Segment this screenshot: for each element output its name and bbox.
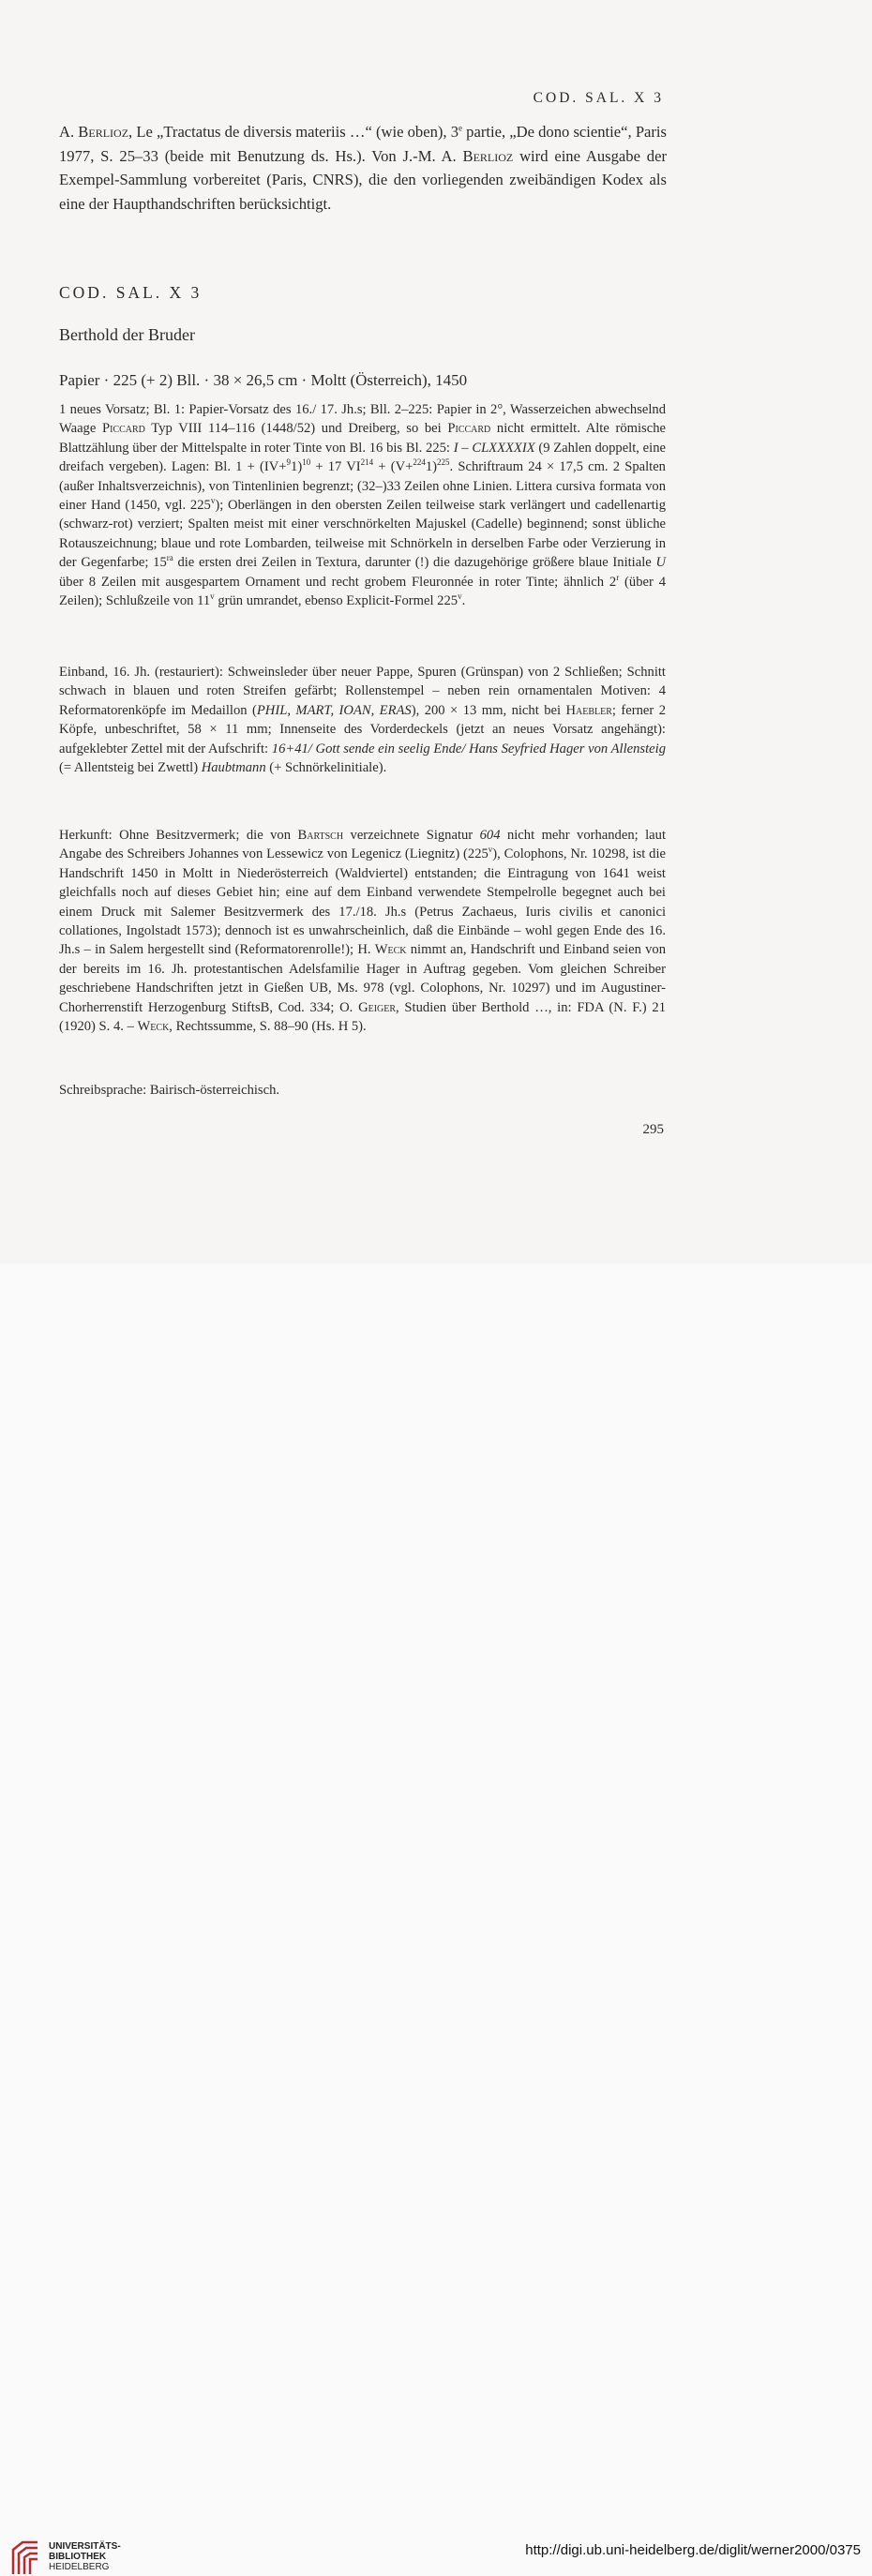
reference-name: Piccard <box>102 421 145 437</box>
text-segment: + (V+ <box>373 459 413 475</box>
author-name: Berlioz <box>78 123 129 141</box>
permalink-url[interactable]: http://digi.ub.uni-heidelberg.de/diglit/werner2000/0375 <box>525 2542 861 2558</box>
page-number: 295 <box>642 1122 664 1137</box>
italic-text: PHIL, MART, IOAN, ERAS <box>256 702 412 718</box>
text-segment: , Le „Tractatus de diversis materiis …“ (wie oben), 3 <box>128 123 459 141</box>
physical-description-paragraph <box>59 400 666 610</box>
library-name-line: BIBLIOTHEK <box>49 2552 107 2562</box>
text-segment: A. <box>59 123 79 141</box>
text-segment: Herkunft: Ohne Besitzvermerk; die von <box>59 828 298 843</box>
reference-name: Bartsch <box>297 828 344 843</box>
text-segment: Typ VIII 114–116 (1448/52) und Dreiberg, so bei <box>144 421 448 437</box>
italic-text: Haubtmann <box>201 760 266 776</box>
text-segment: + 17 VI <box>310 459 361 475</box>
text-segment: nicht ermittelt. Alte römische Blattzählung über der Mittelspalte in roter Tinte von Bl. 16 bis Bl. 225: <box>59 421 666 456</box>
library-name-line: HEIDELBERG <box>49 2562 110 2572</box>
text-segment: die ersten drei Zeilen in Textura, darunter (!) die dazugehörige größere blaue Initiale <box>173 555 656 571</box>
author-name: Berlioz <box>462 146 514 165</box>
text-segment: grün umrandet, ebenso Explicit-Formel 225 <box>214 593 459 609</box>
reference-name: Haebler <box>565 702 612 718</box>
superscript: ra <box>166 553 173 563</box>
library-logo-icon[interactable] <box>9 2539 41 2576</box>
provenance-paragraph <box>59 826 666 1036</box>
text-segment: nimmt an, Handschrift und Einband seien von der bereits im 16. Jh. protestantischen Adelsfamilie Hager in Auftrag gegeben. Vom gleichen Schreiber geschriebene Handschriften jetzt in Gießen UB, Ms. 978 (vgl. Colophons, Nr. 10297) und im Augustiner-Chorherrenstift Herzogenburg StiftsB, Cod. 334; O. <box>59 942 666 1015</box>
library-name-line: UNIVERSITÄTS- <box>49 2541 121 2552</box>
superscript: 10 <box>302 457 311 468</box>
reference-name: Weck <box>137 1019 170 1035</box>
intro-paragraph <box>59 120 667 216</box>
text-segment: partie, „De dono scientie“, Paris 1977, S. 25–33 (beide mit Benutzung ds. Hs.). Von J.-M. A. <box>59 123 668 165</box>
language-paragraph: Schreibsprache: Bairisch-österreichisch. <box>59 1083 280 1098</box>
text-segment: ; ferner 2 Köpfe, unbeschriftet, 58 × 11 mm; Innenseite des Vorderdeckels (jetzt an neues Vorsatz angehängt): aufgeklebter Zettel mit der Aufschrift: <box>59 702 667 756</box>
superscript: v <box>488 845 493 855</box>
superscript: v <box>210 496 216 506</box>
text-segment: ), Colophons, Nr. 10298, ist die Handschrift 1450 in Moltt in Niederösterreich (Waldviertel) entstanden; die Eintragung von 1641 weist gleichfalls noch auf dieses Gebiet hin; eine auf dem Einband verwendete Stempelrolle begegnet auch bei einem Druck mit Salemer Besitzvermerk des 17./18. Jh.s (Petrus Zachaeus, Iuris civilis et canonici collationes, Ingolstadt 1573); dennoch ist es unwahrscheinlich, daß die Einbände – wohl gegen Ende des 16. Jh.s – in Salem hergestellt sind (Reformatorenrolle!); H. <box>59 846 666 958</box>
text-segment: 1) <box>291 459 303 475</box>
text-segment: Einband, 16. Jh. (restauriert): Schweinsleder über neuer Pappe, Spuren (Grünspan) von 2 Schließen; Schnitt schwach in blauen und roten Streifen gefärbt; Rollenstempel – neben rein ornamentalen Motiven: 4 Reformatorenköpfe im Medaillon ( <box>59 665 666 718</box>
text-segment: wird eine Ausgabe der Exempel-Sammlung vorbereitet (Paris, CNRS), die den vorliegenden zweibändigen Kodex als eine der Haupthandschriften berücksichtigt. <box>59 146 667 213</box>
text-segment: , Studien über Berthold …, in: FDA (N. F.) 21 (1920) S. 4. – <box>59 999 666 1035</box>
text-segment: , Rechtssumme, S. 88–90 (Hs. H 5). <box>169 1019 367 1035</box>
text-segment: (über 4 Zeilen); Schlußzeile von 11 <box>59 574 666 609</box>
text-segment: 1 neues Vorsatz; Bl. 1: Papier-Vorsatz des 16./ 17. Jh.s; Bll. 2–225: Papier in 2°, Wasserzeichen abwechselnd Waage <box>59 402 666 437</box>
superscript: v <box>458 592 462 602</box>
italic-text: U <box>655 555 666 571</box>
document-page <box>0 0 872 1264</box>
italic-text: 16+41/ Gott sende ein seelig Ende/ Hans Seyfried Hager von Allensteig <box>271 741 666 756</box>
entry-title: COD. SAL. X 3 <box>59 283 203 302</box>
text-segment: ); Oberlängen in den obersten Zeilen teilweise stark verlängert und cadellenartig (schwarz-rot) verziert; Spalten meist mit einer verschnörkelten Majuskel (Cadelle) beginnend; sonst übliche Rotauszeichnung; blaue und rote Lombarden, teilweise mit Schnörkeln in derselben Farbe oder Verzierung in der Gegenfarbe; 15 <box>59 498 666 571</box>
text-segment: (+ Schnörkelinitiale). <box>265 760 387 776</box>
italic-text: I – CLXXXXIX <box>453 440 535 456</box>
reference-name: Piccard <box>447 421 491 437</box>
entry-author: Berthold der Bruder <box>59 325 195 344</box>
entry-summary: Papier · 225 (+ 2) Bll. · 38 × 26,5 cm · Moltt (Österreich), 1450 <box>59 371 468 389</box>
text-segment: nicht mehr vorhanden; laut Angabe des Schreibers Johannes von Lessewicz von Legenicz (Liegnitz) (225 <box>59 828 667 862</box>
text-segment: ), 200 × 13 mm, nicht bei <box>411 702 566 718</box>
text-segment: verzeichnete Signatur <box>343 828 480 843</box>
reference-name: Geiger <box>358 999 397 1015</box>
reference-name: Weck <box>374 942 407 958</box>
superscript: e <box>459 123 463 133</box>
binding-paragraph <box>59 663 666 777</box>
superscript: 224 <box>413 457 426 468</box>
text-segment: (9 Zahlen doppelt, eine dreifach vergeben). Lagen: Bl. 1 + (IV+ <box>59 440 666 475</box>
library-name <box>49 2541 121 2572</box>
text-segment: . Schriftraum 24 × 17,5 cm. 2 Spalten (außer Inhaltsverzeichnis), von Tintenlinien begrenzt; (32–)33 Zeilen ohne Linien. Littera cursiva formata von einer Hand (1450, vgl. 225 <box>59 459 666 514</box>
superscript: v <box>210 592 215 602</box>
text-segment: (= Allentsteig bei Zwettl) <box>59 760 202 776</box>
text-segment: . <box>461 593 466 609</box>
superscript: r <box>616 572 620 582</box>
superscript: 225 <box>437 457 450 468</box>
text-segment: über 8 Zeilen mit ausgespartem Ornament und recht grobem Fleuronnée in roter Tinte; ähnlich 2 <box>59 574 617 590</box>
italic-text: 604 <box>479 828 501 843</box>
superscript: 214 <box>360 457 374 468</box>
running-head: COD. SAL. X 3 <box>533 90 664 106</box>
text-segment: 1) <box>425 459 438 475</box>
superscript: 9 <box>286 457 292 468</box>
footer-bar <box>0 1264 872 2572</box>
